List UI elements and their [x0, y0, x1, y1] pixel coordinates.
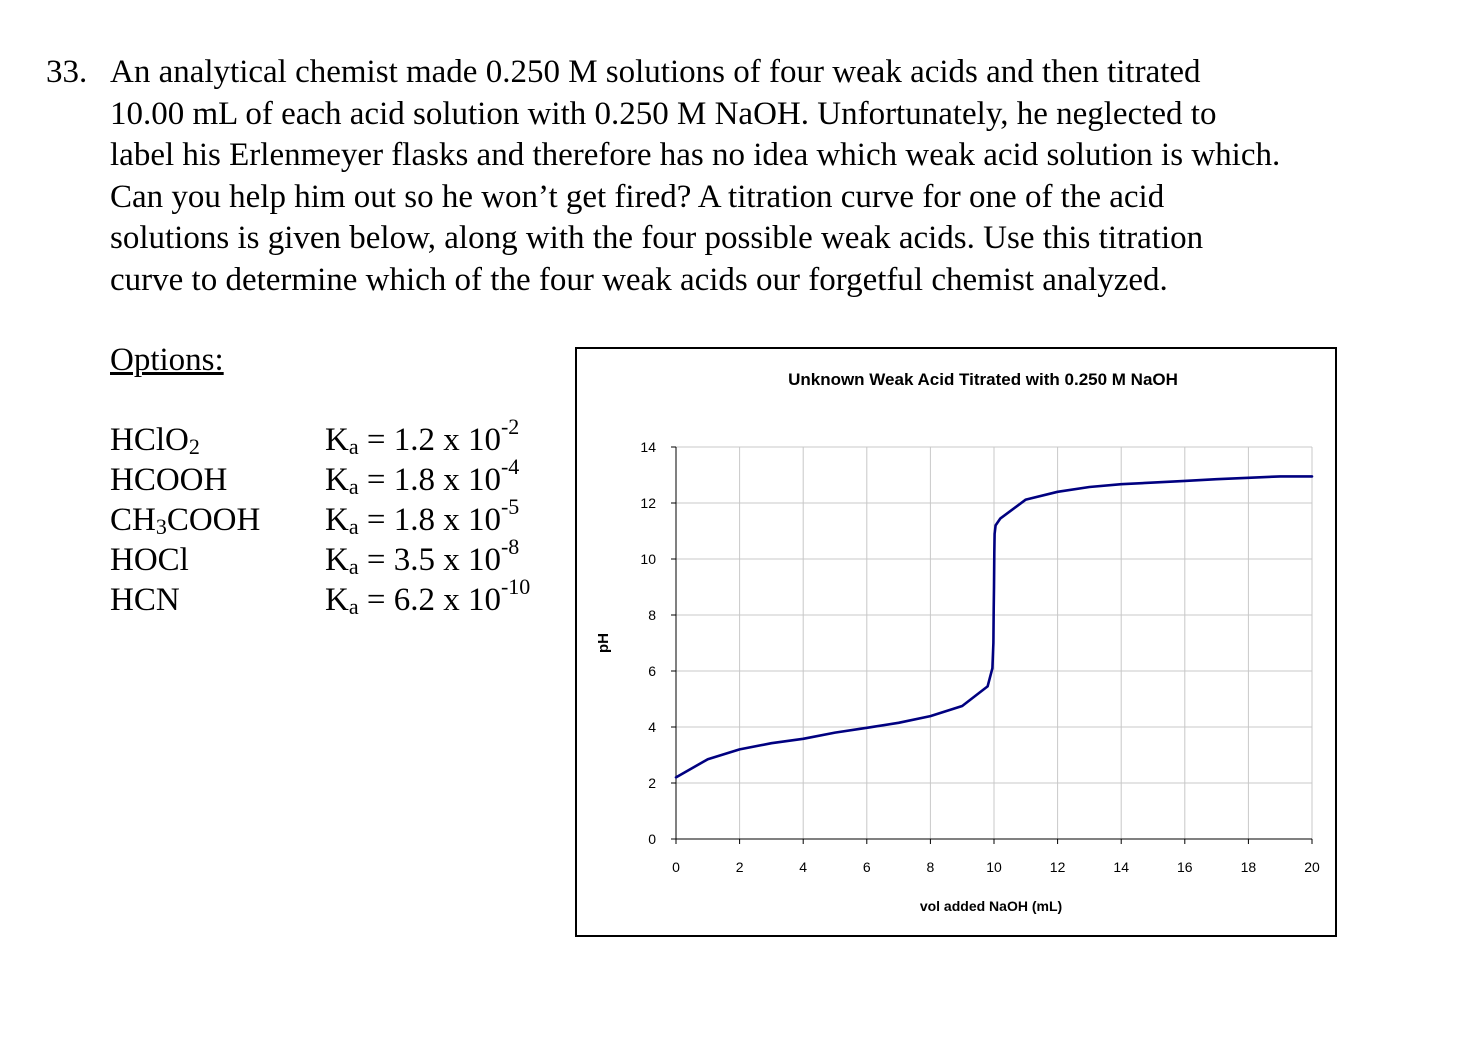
acid-formula: $CH_3COOH$ — [110, 502, 261, 539]
x-tick-label: 12 — [1049, 859, 1066, 875]
question-line: solutions is given below, along with the four possible weak acids. Use this titration — [110, 220, 1204, 256]
y-tick-label: 0 — [648, 831, 656, 847]
x-tick-label: 10 — [986, 859, 1002, 875]
question-number: 33. — [46, 54, 88, 90]
acid-ka-value: $K_a = 3.5$ x $10^{-8}$ — [325, 534, 520, 579]
titration-chart — [575, 347, 1337, 937]
acid-formula: HClO$_2$ — [110, 422, 200, 459]
y-tick-label: 8 — [648, 607, 656, 623]
x-tick-label: 14 — [1113, 859, 1129, 875]
y-tick-label: 4 — [648, 719, 656, 735]
question-line: Can you help him out so he won’t get fired? A titration curve for one of the acid — [110, 178, 1165, 215]
x-tick-label: 18 — [1240, 859, 1257, 875]
question-line: curve to determine which of the four weak acids our forgetful chemist analyzed. — [110, 261, 1168, 298]
y-tick-label: 10 — [640, 551, 656, 567]
y-tick-label: 14 — [640, 439, 656, 455]
chart-title: Unknown Weak Acid Titrated with 0.250 M NaOH — [788, 370, 1178, 389]
options-heading: Options: — [110, 342, 224, 378]
question-line: label his Erlenmeyer flasks and therefore has no idea which weak acid solution is which. — [110, 137, 1281, 173]
acid-formula: HCN — [110, 582, 180, 618]
y-tick-label: 6 — [648, 663, 656, 679]
question-text — [110, 52, 1440, 301]
acid-formula: HCOOH — [110, 462, 228, 498]
x-tick-label: 8 — [926, 859, 935, 875]
x-axis-label: vol added NaOH (mL) — [919, 898, 1063, 914]
y-tick-label: 12 — [640, 495, 656, 511]
titration-chart-svg — [577, 349, 1335, 935]
y-tick-label: 2 — [648, 775, 656, 791]
question-line: 10.00 mL of each acid solution with 0.250 M NaOH. Unfortunately, he neglected to — [110, 95, 1217, 132]
acid-ka-value: $K_a = 1.8$ x $10^{-5}$ — [325, 494, 520, 539]
acid-ka-value: $K_a = 6.2$ x $10^{-10}$ — [325, 574, 531, 619]
acid-ka-value: $K_a = 1.2$ x $10^{-2}$ — [325, 414, 520, 459]
x-tick-label: 16 — [1177, 859, 1193, 875]
x-tick-label: 0 — [672, 859, 680, 875]
y-axis-label: pH — [595, 633, 612, 653]
acid-ka-value: $K_a = 1.8$ x $10^{-4}$ — [325, 454, 520, 499]
x-tick-label: 6 — [862, 859, 871, 875]
question-line: An analytical chemist made 0.250 M solutions of four weak acids and then titrated — [110, 54, 1201, 90]
x-tick-label: 2 — [735, 859, 744, 875]
x-tick-label: 4 — [799, 859, 808, 875]
acid-formula: HOCl — [110, 542, 189, 578]
x-tick-label: 20 — [1304, 859, 1320, 875]
